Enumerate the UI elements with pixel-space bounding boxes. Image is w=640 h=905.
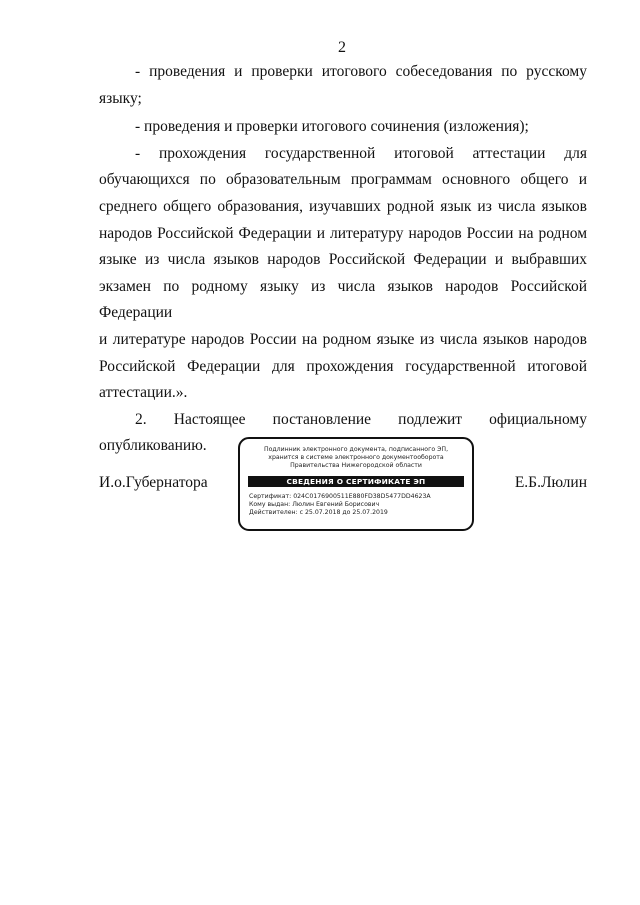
electronic-signature-stamp [238,437,474,531]
stamp-details [249,493,472,517]
valid-value: с 25.07.2018 до 25.07.2019 [299,508,388,516]
stamp-header-line: хранится в системе электронного документооборота [268,454,444,462]
stamp-title: СВЕДЕНИЯ О СЕРТИФИКАТЕ ЭП [248,476,464,487]
valid-label: Действителен: [249,508,298,516]
certificate-row [249,493,472,501]
paragraph-line: среднего общего образования, изучавших родной язык из числа языков [99,197,587,215]
paragraph-line: Российской Федерации для прохождения государственной итоговой [99,357,587,375]
paragraph-line: и литературе народов России на родном языке из числа языков народов [99,330,587,348]
stamp-header [240,446,472,471]
document-body [99,59,587,460]
paragraph-line: - проведения и проверки итогового сочинения (изложения); [135,118,529,136]
issued-to-label: Кому выдан: [249,500,291,508]
paragraph-line: - прохождения государственной итоговой аттестации для [135,144,587,162]
valid-row [249,509,472,517]
paragraph-line: экзамен по родному языку из числа языков народов Российской Федерации [99,277,587,322]
certificate-value: 024C0176900511E880FD38D5477DD4623A [293,492,431,500]
paragraph-line: языку; [99,89,142,107]
paragraph-line: 2. Настоящее постановление подлежит официальному [135,410,587,428]
stamp-header-line: Подлинник электронного документа, подписанного ЭП, [263,446,449,453]
paragraph-line: - проведения и проверки итогового собеседования по русскому [135,63,587,80]
paragraph-line: обучающихся по образовательным программам основного общего и [99,171,587,189]
issued-to-row [249,501,472,509]
page-number: 2 [338,39,346,56]
paragraph-line: языке из числа языков народов Российской Федерации и выбравших [99,251,587,269]
issued-to-value: Люлин Евгений Борисович [292,500,380,508]
stamp-header-line: Правительства Нижегородской области [290,462,422,470]
paragraph-line: народов Российской Федерации и литературу народов России на родном [99,224,587,242]
paragraph-line: опубликованию. [99,437,207,455]
certificate-label: Сертификат: [249,492,292,500]
signer-role: И.о.Губернатора [99,474,208,491]
signer-name: Е.Б.Люлин [514,474,587,491]
paragraph-line: аттестации.». [99,384,188,402]
